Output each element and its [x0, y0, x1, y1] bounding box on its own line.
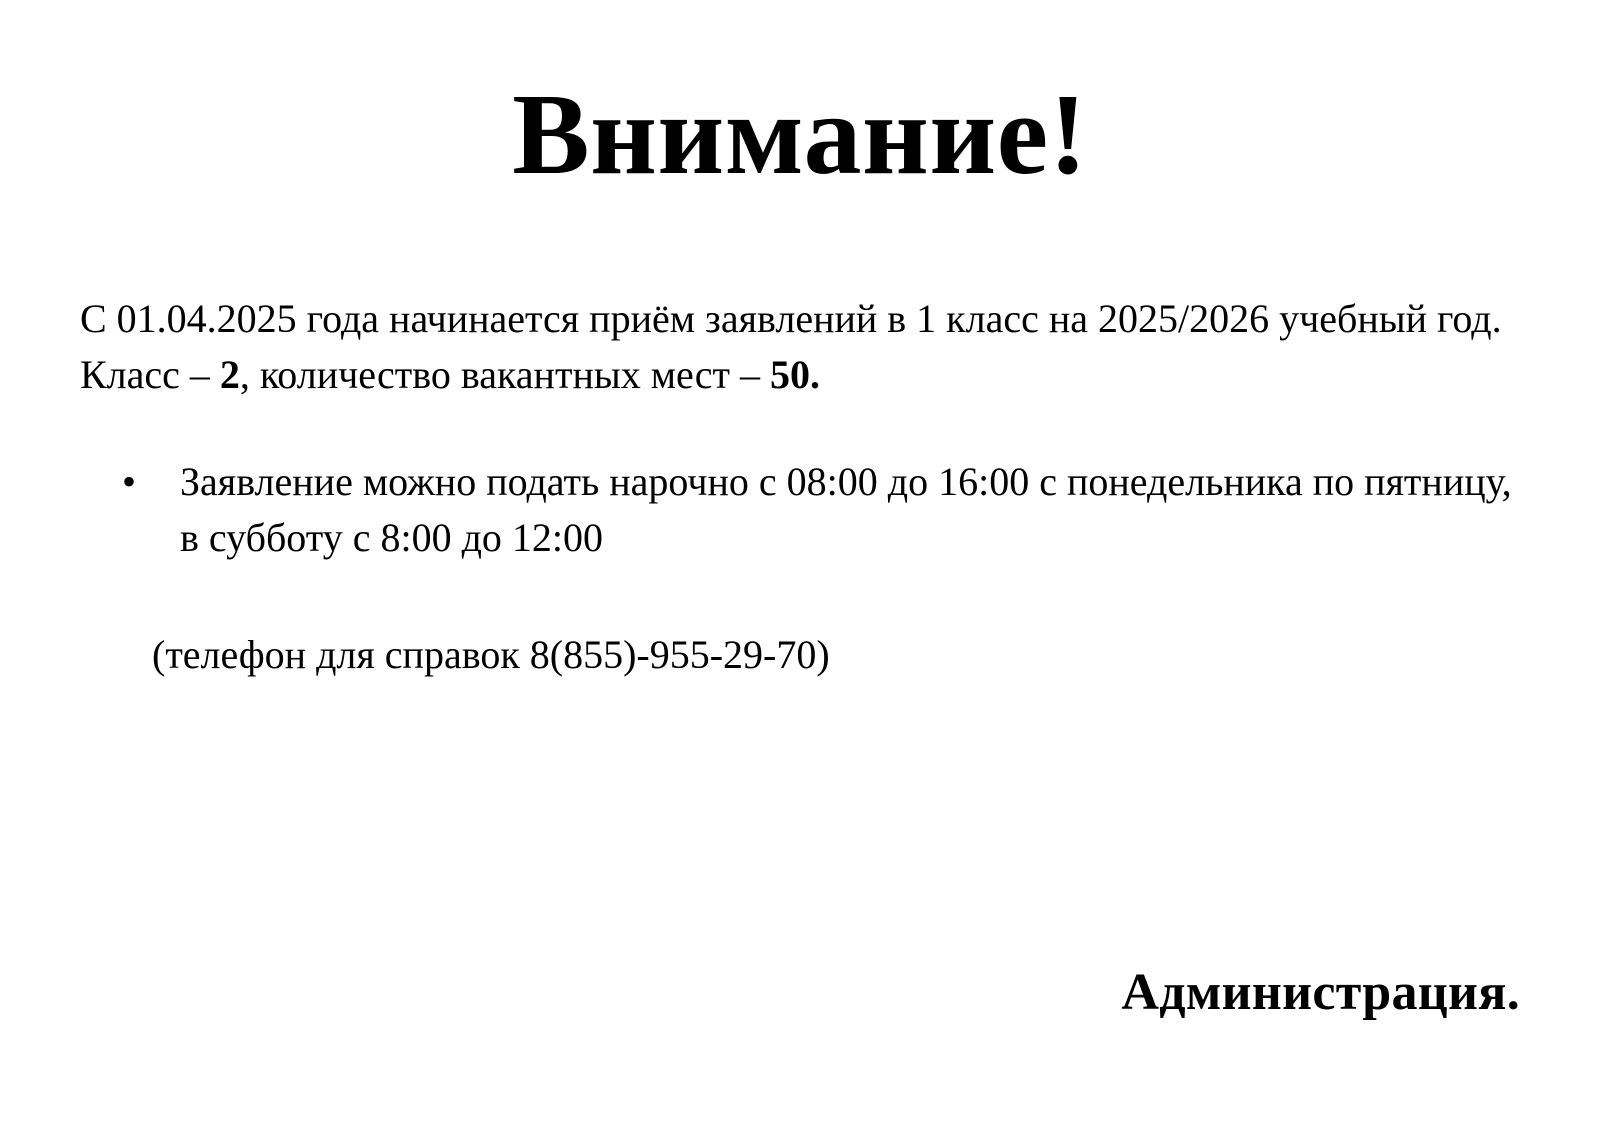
page-title: Внимание!: [512, 71, 1088, 199]
list-item-text: Заявление можно подать нарочно с 08:00 до 16:00 с понедельника по пятницу, в субботу с 8:00 до 12:00: [180, 459, 1512, 560]
places-count: 50.: [770, 351, 821, 397]
class-number: 2: [219, 351, 240, 397]
places-label: , количество вакантных мест –: [239, 351, 771, 397]
signature: Администрация.: [1121, 964, 1520, 1021]
class-info-paragraph: [80, 348, 1520, 402]
list-item: [80, 454, 1520, 564]
bullet-icon: •: [122, 459, 137, 505]
class-label: Класс –: [80, 351, 220, 397]
phone-note: (телефон для справок 8(855)-955-29-70): [152, 631, 830, 677]
conditions-list: [80, 454, 1520, 564]
notice-body: [80, 292, 1520, 403]
intro-paragraph: С 01.04.2025 года начинается приём заявлений в 1 класс на 2025/2026 учебный год.: [80, 295, 1502, 341]
